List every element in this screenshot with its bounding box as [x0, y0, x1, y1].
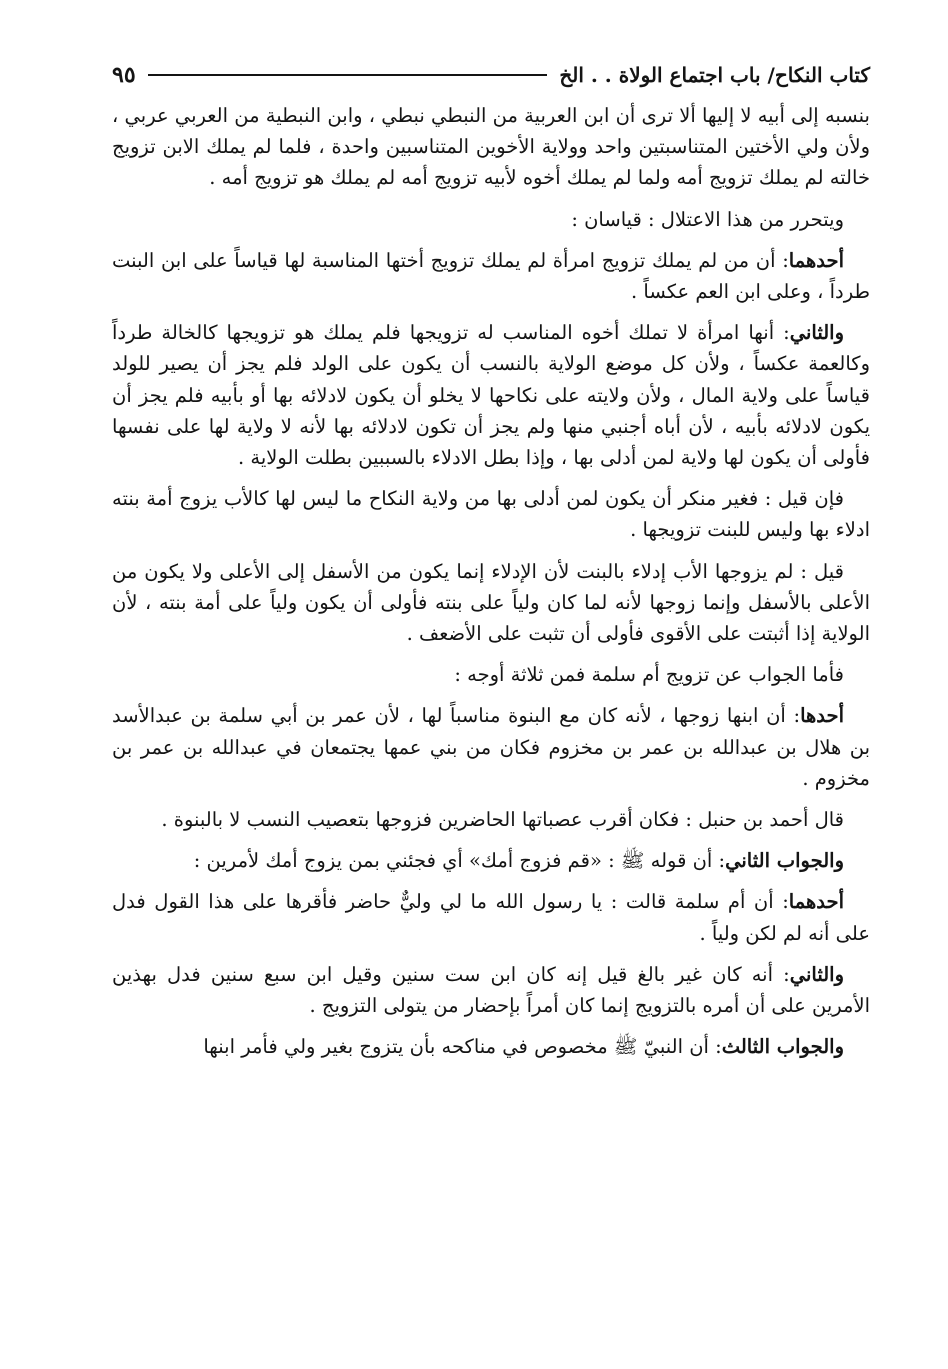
paragraph	[112, 317, 870, 473]
paragraph	[112, 700, 870, 794]
paragraph-text: : أن ابنها زوجها ، لأنه كان مع البنوة مناسباً لها ، لأن عمر بن أبي سلمة بن عبدالأسد بن هلال بن عبدالله بن عمر بن مخزوم فكان من بني عمها يجتمعان في عبدالله بن عمر بن مخزوم .	[112, 704, 870, 790]
paragraph	[112, 556, 870, 650]
paragraph-text: قيل : لم يزوجها الأب إدلاء بالبنت لأن الإدلاء إنما يكون من الأسفل إلى الأعلى ولا يكون من الأعلى بالأسفل وإنما زوجها لأنه لما كان ولياً على بنته فأولى أن يكون ولياً على أمة بنته ، لأن الولاية إذا أثبتت على الأقوى فأولى أن تثبت على الأضعف .	[112, 559, 870, 646]
running-header	[112, 58, 870, 92]
paragraph	[112, 1031, 870, 1062]
paragraph-text: : أنه كان غير بالغ قيل إنه كان ابن ست سنين وقيل ابن سبع سنين فدل بهذين الأمرين على أن أمره بالتزويج إنما كان أمراً بإحضار من يتولى التزويج .	[112, 962, 870, 1018]
paragraph	[112, 245, 870, 307]
paragraph-text: فأما الجواب عن تزويج أم سلمة فمن ثلاثة أوجه :	[454, 663, 844, 687]
paragraph-lead: أحدها	[800, 704, 844, 728]
paragraph-text: بنسبه إلى أبيه لا إليها ألا ترى أن ابن العربية من النبطي نبطي ، وابن النبطية من العربي عربي ، ولأن ولي الأختين المتناسبتين واحد وولاية الأخوين المتناسبين واحدة ، فلما لم يملك الابن تزويج خالته لم يملك تزويج أمه ولما لم يملك أخوه لأبيه تزويج أمه لم يملك هو تزويج أمه .	[112, 104, 870, 190]
paragraph-text: : أن أم سلمة قالت : يا رسول الله ما لي وليٌّ حاضر فأقرها على هذا القول فدل على أنه لم لكن ولياً .	[112, 890, 870, 945]
paragraph	[112, 804, 870, 835]
paragraph-lead: والثاني	[789, 321, 844, 345]
paragraph-text: : أنها امرأة لا تملك أخوه المناسب له تزويجها فلم يملك هو تزويجها كالخالة طرداً وكالعمة عكساً ، ولأن كل موضع الولاية بالنسب أن يكون على الولد فلم يجز أن يصير للولد قياساً على ولاية المال ، ولأن ولايته على نكاحها لا يخلو أن يكون لادلائه بها أو بأبيه فلم يجز أن يكون لادلائه بأبيه ، لأن أباه أجنبي منها ولم يجز أن تكون لادلائه بها لأنه لا ولاية لها على نفسها فأولى أن يكون لها ولاية لمن أدلى بها ، وإذا بطل الادلاء بالسببين بطلت الولاية .	[112, 321, 870, 470]
paragraph	[112, 659, 870, 690]
paragraph	[112, 483, 870, 545]
paragraph-text: : أن من لم يملك تزويج امرأة لم يملك تزويج أختها المناسبة لها قياساً على ابن البنت طرداً ، وعلى ابن العم عكساً .	[112, 248, 870, 304]
paragraph	[112, 886, 870, 948]
page-number: ٩٥	[112, 62, 136, 88]
paragraph	[112, 845, 870, 876]
paragraph-text: قال أحمد بن حنبل : فكان أقرب عصباتها الحاضرين فزوجها بتعصيب النسب لا بالبنوة .	[161, 808, 844, 832]
paragraph-text: : أن قوله ﷺ : «قم فزوج أمك» أي فجئني بمن يزوج أمك لأمرين :	[193, 849, 726, 873]
paragraph-lead: والجواب الثالث	[721, 1035, 844, 1059]
paragraph-lead: أحدهما	[788, 248, 844, 272]
paragraph	[112, 959, 870, 1021]
paragraph-text: ويتحرر من هذا الاعتلال : قياسان :	[571, 207, 844, 231]
chapter-title: كتاب النكاح/ باب اجتماع الولاة . . الخ	[559, 63, 870, 87]
paragraph-text: : أن النبيّ ﷺ مخصوص في مناكحه بأن يتزوج بغير ولي فأمر ابنها	[203, 1035, 722, 1059]
paragraph-lead: والجواب الثاني	[725, 849, 844, 873]
paragraph-lead: والثاني	[789, 962, 844, 986]
paragraph	[112, 100, 870, 194]
header-rule	[148, 74, 548, 76]
paragraph	[112, 204, 870, 235]
book-page	[112, 58, 870, 1072]
paragraph-text: فإن قيل : فغير منكر أن يكون لمن أدلى بها من ولاية النكاح ما ليس لها كالأب يزوج أمة بنته ادلاء بها وليس للبنت تزويجها .	[112, 487, 870, 542]
paragraph-lead: أحدهما	[788, 890, 845, 914]
